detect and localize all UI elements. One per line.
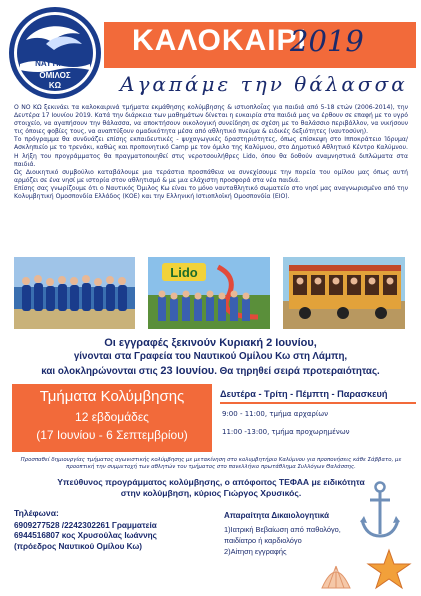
club-logo	[6, 4, 104, 102]
intro-paragraph-4: Επίσης σας γνωρίζουμε ότι ο Ναυτικός Όμιλος Κω είναι το μόνο ναυταθλητικό σωματείο στο νησί μας αναγνωρισμένο από την Κολυμβητική Ομοσπονδία Ελλάδος (ΚΟΕ) και την Ελληνική Ιστιοπλοϊκή Ομοσπονδία (ΕΙΟ).	[14, 184, 408, 201]
phone-secretariat[interactable]: 6909277528 /2242302261 Γραμματεία	[14, 520, 157, 530]
responsible-line-1: Υπεύθυνος προγράμματος κολύμβησης, ο απόφοιτος ΤΕΦΑΑ με ειδικότητα	[57, 477, 365, 487]
logo-text-1: ΝΑΥΤΙΚΟΣ	[35, 59, 75, 68]
photo-swimmers-group	[14, 257, 135, 329]
swimming-weeks: 12 εβδομάδες	[75, 410, 149, 424]
swimming-title: Τμήματα Κολύμβησης	[39, 388, 185, 405]
contact-phones	[14, 508, 214, 552]
competitive-swimming-note: Προσπαθεί δημιουργίας τμήματος αγωνιστικής κολύμβησης με μετακίνηση στο κολυμβητήριο Καλύμνου για προπονήσεις κάθε Σάββατο, με προοπτική την συμμετοχή των αθλητών του τμήματος στο πανελλήνιο πρωτάθλημα Συλλόγων Θαλάσσης.	[20, 457, 402, 470]
anchor-icon	[358, 480, 402, 542]
registration-info	[10, 336, 411, 379]
photo-lido-waterpark	[148, 257, 270, 329]
registration-line-1	[10, 336, 411, 350]
slogan: Αγαπάμε την θάλασσα	[120, 72, 408, 96]
schedule-divider	[220, 402, 416, 404]
starfish-icon	[366, 548, 412, 590]
schedule-slot-beginners: 9:00 - 11:00, τμήμα αρχαρίων	[222, 410, 329, 418]
documents-label: Απαραίτητα Δικαιολογητικά	[224, 511, 330, 520]
registration-end-label: και ολοκληρώνονται στις	[41, 366, 161, 377]
shell-icon	[318, 560, 354, 592]
swimming-dates: (17 Ιουνίου - 6 Σεπτεμβρίου)	[36, 428, 188, 442]
schedule-days: Δευτέρα - Τρίτη - Πέμπτη - Παρασκευή	[220, 389, 388, 399]
phone-president[interactable]: 6944516807 κος Χρυσούλας Ιωάννης	[14, 531, 157, 540]
photo-tourist-train	[283, 257, 405, 329]
lido-sign-text: Lido	[170, 265, 198, 280]
year: 2019	[290, 24, 364, 58]
president-title: (πρόεδρος Ναυτικού Ομίλου Κω)	[14, 541, 143, 551]
document-item-1a: 1)Ιατρική Βεβαίωση από παθολόγο,	[224, 525, 341, 534]
registration-priority-note: . Θα τηρηθεί σειρά προτεραιότητας.	[214, 366, 380, 377]
intro-paragraph-3: Ως Διοικητικό συμβούλιο καταβάλουμε μια τεράστια προσπάθεια να συνεχίσουμε την πορεία του ομίλου μας όπως αυτή αρμόζει σε ένα νησί με ιστορία στον αθλητισμό & με μια ελάχιστη προσφορά στα νέα παιδιά.	[14, 168, 408, 184]
logo-text-3: ΚΩ	[48, 81, 62, 90]
registration-line-2: γίνονται στα Γραφεία του Ναυτικού Ομίλου Κω στη Λάμπη,	[73, 351, 348, 362]
registration-end-date: 23 Ιουνίου	[160, 365, 215, 377]
registration-start-label: Οι εγγραφές ξεκινούν	[104, 337, 220, 349]
registration-start-date: Κυριακή 2 Ιουνίου,	[219, 337, 317, 349]
phones-label: Τηλέφωνα:	[14, 508, 59, 518]
program-responsible	[12, 477, 410, 499]
responsible-line-2: στην κολύμβηση, κύριος Γιώργος Χρυσικός.	[120, 488, 302, 498]
document-item-1b: παιδίατρο ή καρδιολόγο	[224, 536, 302, 545]
registration-line-3	[10, 364, 411, 379]
document-item-2: 2)Αίτηση εγγραφής	[224, 547, 287, 556]
intro-paragraph-2: Το πρόγραμμα θα συνδυάζει επίσης εκπαιδευτικές - ψυχαγωγικές δραστηριότητες, όπως επίσκεψη στο Ιπποκράτειο Ίδρυμα/Ασκληπιείο με το τρενάκι, καθώς και προπονητικό Camp με τον όμιλο της Καλύμνου, στο Δημοτικό Αθλητικό Κέντρο Καλύμνου. Η λήξη του προγράμματος θα πραγματοποιηθεί στις νεροτσουλήθρες Lido, όπου θα δοθούν αναμνηστικά διπλώματα στα παιδιά.	[14, 136, 408, 168]
logo-text-2: ΟΜΙΛΟΣ	[39, 71, 71, 80]
schedule-slot-advanced: 11:00 -13:00, τμήμα προχωρημένων	[222, 428, 350, 436]
page-title: ΚΑΛΟΚΑΙΡΙ	[132, 24, 307, 57]
intro-text	[14, 104, 408, 201]
intro-paragraph-1: Ο ΝΟ ΚΩ ξεκινάει τα καλοκαιρινά τμήματα εκμάθησης κολύμβησης & ιστιοπλοΐας για παιδιά από 5-18 ετών (2006-2014), την Δευτέρα 17 Ιουνίου 2019. Κατά την διάρκεια των μαθημάτων δίνεται η ευκαιρία στα παιδιά μας να έρθουν σε επαφή με το υγρό στοιχείο, να αγαπήσουν την θάλασσα, να αποκτήσουν οικολογική συνείδηση σε σχέση με το θαλάσσιο περιβάλλον, να νικήσουν τις όποιες φοβίες τους, να αναπτύξουν ομαδικότητα μέσα από αθλητικό πνεύμα & ειδικές δεξιότητες (ναυτοσύνη).	[14, 104, 408, 136]
